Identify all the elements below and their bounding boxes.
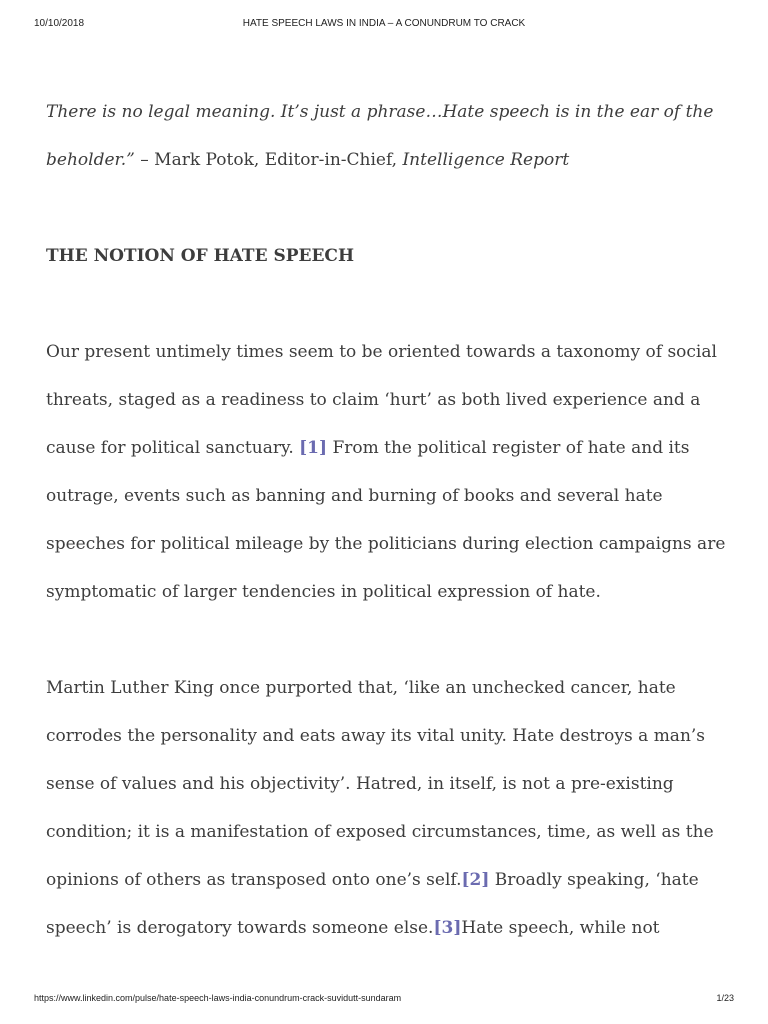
page-footer bbox=[0, 993, 768, 1007]
page-number: 1/23 bbox=[716, 993, 734, 1003]
paragraph-1-text-a: Our present untimely times seem to be oriented towards a taxonomy of social threats, staged as a readiness to claim ‘hurt’ as both lived experience and a cause for political sanctuary. bbox=[46, 342, 717, 458]
paragraph-2-text-a: Martin Luther King once purported that, ‘like an unchecked cancer, hate corrodes the personality and eats away its vital unity. Hate destroys a man’s sense of values and his objectivity’. Hatred, in itself, is not a pre-existing condition; it is a manifestation of exposed circumstances, time, as well as the opinions of others as transposed onto one’s self. bbox=[46, 678, 714, 890]
paragraph-1 bbox=[46, 328, 736, 616]
article-body bbox=[46, 88, 736, 1000]
page-header bbox=[0, 18, 768, 32]
quote-publication: Intelligence Report bbox=[402, 150, 570, 170]
footnote-link-1[interactable]: [1] bbox=[299, 438, 328, 458]
quote-attribution: – Mark Potok, Editor-in-Chief, bbox=[134, 150, 403, 170]
footnote-link-3[interactable]: [3] bbox=[433, 918, 462, 938]
paragraph-1-text-b: From the political register of hate and its outrage, events such as banning and burning of books and several hate speeches for political mileage by the politicians during election campaigns are symptomatic of larger tendencies in political expression of hate. bbox=[46, 438, 726, 602]
section-heading: THE NOTION OF HATE SPEECH bbox=[46, 246, 355, 266]
print-date: 10/10/2018 bbox=[34, 18, 85, 29]
epigraph-quote bbox=[46, 88, 736, 184]
paragraph-2 bbox=[46, 664, 736, 952]
footnote-link-2[interactable]: [2] bbox=[461, 870, 490, 890]
paragraph-2-text-b: Broadly speaking, ‘hate speech’ is derogatory towards someone else. bbox=[46, 870, 699, 938]
quote-text: There is no legal meaning. It’s just a phrase…Hate speech is in the ear of the beholder.” bbox=[46, 102, 714, 170]
source-url: https://www.linkedin.com/pulse/hate-speech-laws-india-conundrum-crack-suvidutt-sundaram bbox=[34, 993, 402, 1003]
paragraph-2-text-c: Hate speech, while not bbox=[461, 918, 660, 938]
document-title: HATE SPEECH LAWS IN INDIA – A CONUNDRUM TO CRACK bbox=[242, 18, 526, 29]
